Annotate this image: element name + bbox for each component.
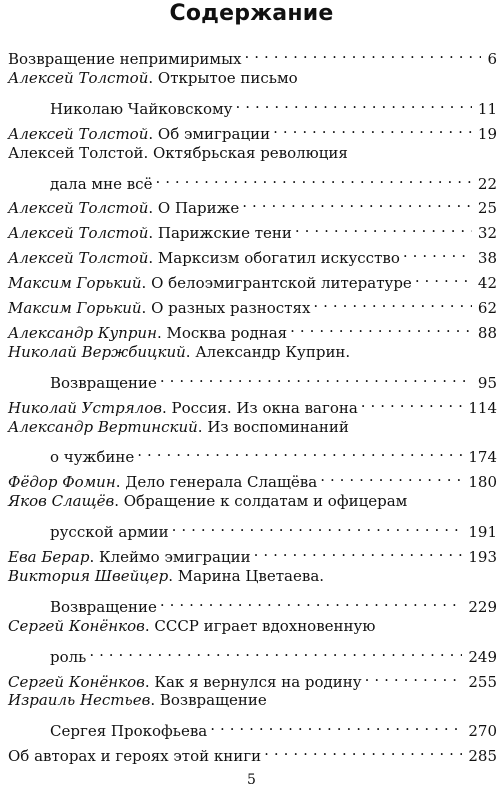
toc-entry-line: [8, 241, 497, 268]
toc-entry-line: [8, 665, 497, 691]
toc-entry-line: [8, 291, 497, 317]
toc-title: Возвращение: [50, 373, 157, 392]
toc-title: . СССР играет вдохновенную: [144, 616, 376, 635]
toc-author: Алексей Толстой: [8, 124, 149, 143]
toc-entry-continuation-line: [50, 590, 497, 616]
toc-author: Алексей Толстой: [8, 199, 149, 218]
toc-title: Николаю Чайковскому: [50, 99, 233, 118]
toc-title: Алексей Толстой. Октябрьская революция: [8, 143, 348, 162]
dot-leader: [313, 291, 471, 313]
dot-leader: [254, 540, 463, 562]
dot-leader: [264, 739, 462, 761]
toc-entry-line: [8, 316, 497, 342]
dot-leader: [403, 241, 472, 263]
toc-title: о чужбине: [50, 448, 135, 467]
toc-page-number: 25: [477, 199, 497, 218]
dot-leader: [320, 465, 462, 487]
toc-page-number: 88: [477, 323, 497, 342]
toc-author: Алексей Толстой: [8, 224, 149, 243]
toc-entry-continuation-line: [50, 714, 497, 741]
toc-entry-line: [8, 465, 497, 492]
toc-entry-line: [8, 67, 497, 89]
toc-entry-line: [8, 689, 497, 711]
toc-title: . Александр Куприн.: [185, 342, 351, 361]
dot-leader: [365, 665, 463, 687]
toc-page-number: 22: [477, 174, 497, 193]
toc-entry-line: [8, 490, 497, 512]
dot-leader: [242, 191, 472, 213]
dot-leader: [89, 640, 462, 662]
dot-leader: [160, 590, 462, 612]
toc-author: Алексей Толстой: [8, 249, 149, 268]
toc-title: . Москва родная: [156, 323, 288, 342]
toc-entry-line: [8, 391, 497, 417]
toc-author: Максим Горький: [8, 274, 142, 293]
toc-author: Максим Горький: [8, 299, 142, 317]
toc-author: Сергей Конёнков: [8, 672, 145, 691]
toc-page-number: 249: [468, 647, 497, 666]
toc-page-number: 285: [468, 747, 497, 766]
toc-title: Возвращение: [50, 597, 157, 616]
toc-title: . Возвращение: [150, 691, 267, 710]
toc-page-number: 11: [477, 99, 497, 118]
toc-title: . Обращение к солдатам и офицерам: [114, 492, 408, 511]
toc-title: Сергея Прокофьева: [50, 722, 208, 741]
toc-entry-continuation-line: [50, 440, 497, 467]
toc-author: Фёдор Фомин: [8, 473, 116, 492]
toc-title: . Марксизм обогатил искусство: [148, 249, 400, 268]
toc-page-number: 180: [468, 473, 497, 492]
toc-page-number: 229: [468, 597, 497, 616]
toc-title: . Как я вернулся на родину: [144, 672, 362, 691]
toc-entry-line: [8, 216, 497, 243]
toc-entry-line: [8, 341, 497, 363]
toc-page-number: 95: [477, 373, 497, 392]
toc-page-number: 62: [477, 299, 497, 317]
dot-leader: [295, 216, 472, 238]
toc-page-number: 32: [477, 224, 497, 243]
toc-author: Израиль Нестьев: [8, 691, 151, 710]
toc-title: Об авторах и героях этой книги: [8, 747, 262, 766]
toc-title: . Об эмиграции: [148, 124, 271, 143]
toc-entry-line: [8, 615, 497, 637]
toc-entry-line: [8, 266, 497, 293]
toc-page-number: 19: [477, 124, 497, 143]
toc-title: . Россия. Из окна вагона: [161, 398, 358, 417]
toc-author: Яков Слащёв: [8, 492, 115, 511]
toc-page-number: 6: [487, 50, 497, 68]
toc-author: Николай Вержбицкий: [8, 342, 186, 361]
toc-page-number: 270: [468, 722, 497, 741]
toc-title: дала мне всё: [50, 174, 153, 193]
toc-entry-line: [8, 739, 497, 766]
toc-title: роль: [50, 647, 87, 666]
dot-leader: [210, 714, 462, 736]
toc-entry-line: [8, 142, 497, 164]
page-title: Содержание: [169, 1, 334, 26]
toc-title: . Дело генерала Слащёва: [115, 473, 318, 492]
toc-entry-line: [8, 191, 497, 218]
toc-title: . О Париже: [148, 199, 240, 218]
toc-entry-line: [8, 42, 497, 68]
toc-title: Возвращение непримиримых: [8, 50, 242, 68]
toc-author: Сергей Конёнков: [8, 616, 145, 635]
toc-title: . Открытое письмо: [148, 68, 298, 87]
toc-page-number: 38: [477, 249, 497, 268]
toc-entry-line: [8, 565, 497, 587]
dot-leader: [172, 515, 463, 537]
toc-entry-continuation-line: [50, 515, 497, 542]
toc-entry-continuation-line: [50, 92, 497, 118]
toc-title: . О белоэмигрантской литературе: [141, 274, 412, 293]
toc-page-number: 191: [468, 523, 497, 542]
toc-page-number: 114: [468, 398, 497, 417]
toc-entry-line: [8, 540, 497, 566]
dot-leader: [415, 266, 472, 288]
toc-page-number: 255: [468, 672, 497, 691]
page-number: 5: [247, 772, 256, 788]
toc-author: Николай Устрялов: [8, 398, 162, 417]
toc-author: Александр Куприн: [8, 323, 157, 342]
toc-title: . Из воспоминаний: [197, 417, 349, 436]
toc-title: русской армии: [50, 523, 169, 542]
toc-entry-continuation-line: [50, 366, 497, 392]
toc-page-number: 42: [477, 274, 497, 293]
toc-page-number: 174: [468, 448, 497, 467]
dot-leader: [245, 42, 482, 64]
toc-author: Александр Вертинский: [8, 417, 198, 436]
toc-author: Виктория Швейцер: [8, 566, 169, 585]
toc-title: . Марина Цветаева.: [168, 566, 325, 585]
toc-title: . О разных разностях: [141, 299, 311, 317]
toc-author: Ева Берар: [8, 548, 90, 566]
dot-leader: [155, 167, 471, 189]
toc-author: Алексей Толстой: [8, 68, 149, 87]
toc-entry-continuation-line: [50, 167, 497, 193]
dot-leader: [160, 366, 472, 388]
dot-leader: [235, 92, 471, 114]
toc-entry-line: [8, 416, 497, 438]
toc-entry-line: [8, 117, 497, 143]
dot-leader: [273, 117, 472, 139]
toc-entry-continuation-line: [50, 640, 497, 666]
dot-leader: [361, 391, 463, 413]
dot-leader: [137, 440, 462, 462]
dot-leader: [290, 316, 472, 338]
toc-title: . Клеймо эмиграции: [89, 548, 251, 566]
toc-page-number: 193: [468, 548, 497, 566]
toc-title: . Парижские тени: [148, 224, 292, 243]
